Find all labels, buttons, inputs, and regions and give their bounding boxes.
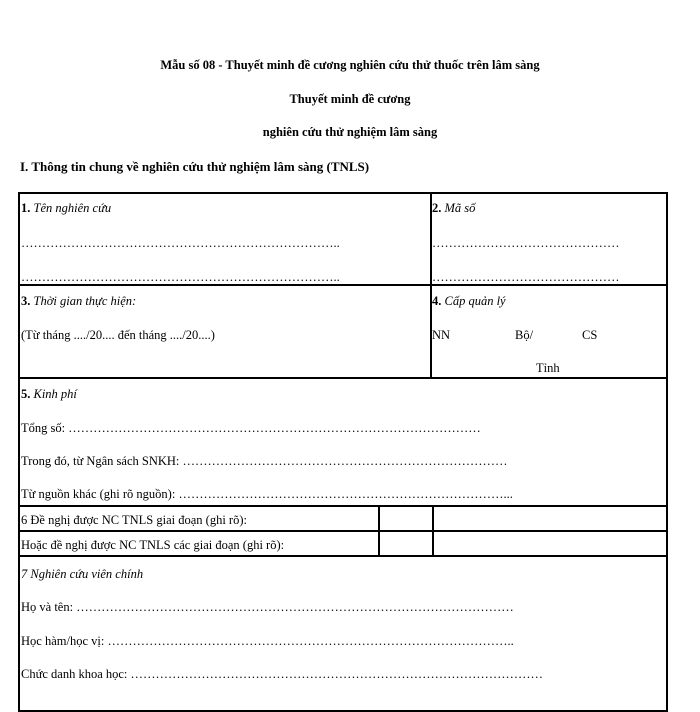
document-subtitle-2: nghiên cứu thử nghiệm lâm sàng xyxy=(262,125,438,139)
field-7-label: 7 Nghiên cứu viên chính xyxy=(21,567,144,581)
form-title: Mẫu số 08 - Thuyết minh đề cương nghiên cứu thử thuốc trên lâm sàng xyxy=(160,58,540,72)
field-3-label: 3. Thời gian thực hiện: xyxy=(21,294,137,308)
document-subtitle: Thuyết minh đề cương xyxy=(289,92,411,106)
field-6-multi-phase-label: Hoặc đề nghị được NC TNLS các giai đoạn (ghi rõ): xyxy=(21,538,285,552)
management-level-cs[interactable]: CS xyxy=(582,328,598,342)
field-1-input-line[interactable]: ………………………………………………………………….. xyxy=(21,270,340,284)
field-2-input-line[interactable]: ……………………………………… xyxy=(432,236,620,250)
field-2-label: 2. Mã số xyxy=(432,201,476,215)
budget-other-field[interactable]: Từ nguồn khác (ghi rõ nguồn): ……………………………………………………………………... xyxy=(21,487,513,501)
column-divider xyxy=(378,505,380,556)
field-5-label: 5. Kinh phí xyxy=(21,387,77,401)
section-heading: I. Thông tin chung về nghiên cứu thử nghiệm lâm sàng (TNLS) xyxy=(20,159,370,174)
row-divider xyxy=(18,505,668,507)
field-2-input-line[interactable]: ……………………………………… xyxy=(432,270,620,284)
investigator-title-field[interactable]: Chức danh khoa học: ……………………………………………………………………………………… xyxy=(21,667,544,681)
column-divider xyxy=(432,505,434,556)
budget-snkh-field[interactable]: Trong đó, từ Ngân sách SNKH: …………………………………………………………………… xyxy=(21,454,508,468)
row-divider xyxy=(18,555,668,557)
field-3-value[interactable]: (Từ tháng ..../20.... đến tháng ..../20....) xyxy=(21,328,215,342)
row-divider xyxy=(18,377,668,379)
field-1-label: 1. Tên nghiên cứu xyxy=(21,201,112,215)
management-level-nn[interactable]: NN xyxy=(432,328,451,342)
field-1-input-line[interactable]: ………………………………………………………………….. xyxy=(21,236,340,250)
field-6-phase-label: 6 Đề nghị được NC TNLS giai đoạn (ghi rõ): xyxy=(21,513,247,527)
investigator-name-field[interactable]: Họ và tên: …………………………………………………………………………………………… xyxy=(21,600,514,614)
management-level-tinh[interactable]: Tỉnh xyxy=(536,361,560,375)
column-divider xyxy=(430,192,432,378)
budget-total-field[interactable]: Tổng số: ……………………………………………………………………………………… xyxy=(21,421,481,435)
row-divider xyxy=(18,530,668,532)
investigator-degree-field[interactable]: Học hàm/học vị: …………………………………………………………………………………….. xyxy=(21,634,514,648)
field-4-label: 4. Cấp quản lý xyxy=(432,294,506,308)
management-level-bo[interactable]: Bộ/ xyxy=(515,328,534,342)
